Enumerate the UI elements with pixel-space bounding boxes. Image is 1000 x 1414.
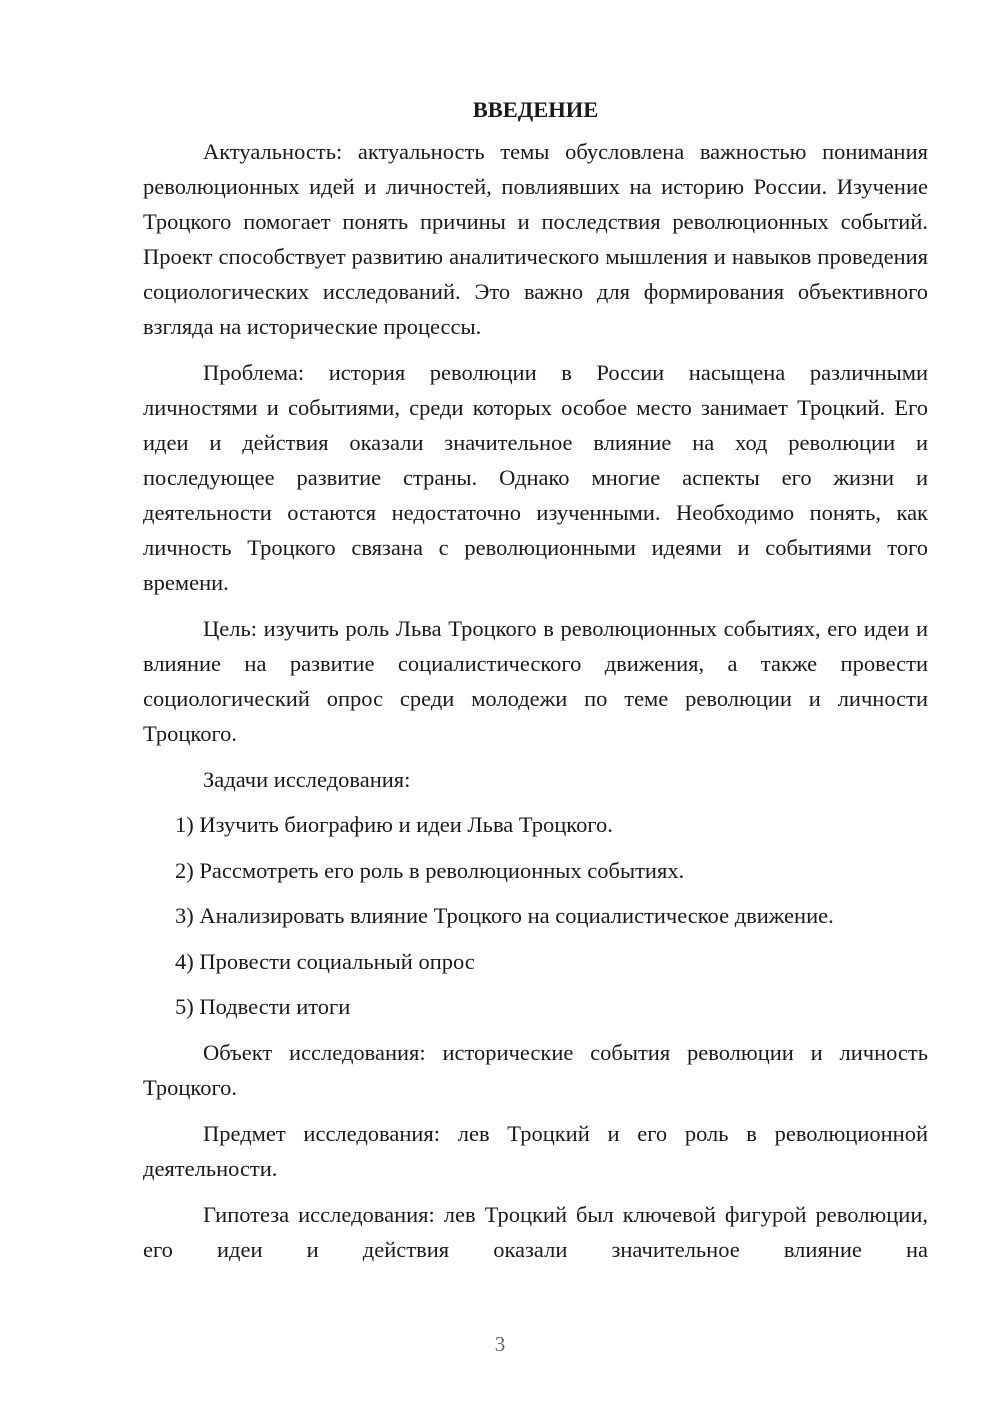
task-item-4: 4) Провести социальный опрос	[175, 948, 475, 974]
task-item-3: 3) Анализировать влияние Троцкого на социалистическое движение.	[175, 903, 834, 928]
tasks-list	[143, 807, 928, 1024]
paragraph-hypothesis: Гипотеза исследования: лев Троцкий был ключевой фигурой революции, его идеи и действия оказали значительное влияние на	[143, 1201, 928, 1262]
paragraph-goal: Цель: изучить роль Льва Троцкого в революционных событиях, его идеи и влияние на развитие социалистического движения, а также провести социологический опрос среди молодежи по теме революции и личности Троцкого.	[143, 616, 928, 746]
paragraph-relevance: Актуальность: актуальность темы обусловлена важностью понимания революционных идей и личностей, повлиявших на историю России. Изучение Троцкого помогает понять причины и последствия революционных событий. Проект способствует развитию аналитического мышления и навыков проведения социологических исследований. Это важно для формирования объективного взгляда на исторические процессы.	[143, 139, 928, 339]
paragraph-object: Объект исследования: исторические события революции и личность Троцкого.	[143, 1039, 928, 1100]
task-item-1: 1) Изучить биографию и идеи Льва Троцкого.	[175, 812, 613, 837]
page-number: 3	[494, 1332, 506, 1356]
task-item-2: 2) Рассмотреть его роль в революционных событиях.	[175, 857, 685, 883]
tasks-title: Задачи исследования:	[203, 767, 411, 792]
task-item-5: 5) Подвести итоги	[175, 994, 351, 1019]
section-heading: ВВЕДЕНИЕ	[472, 97, 599, 122]
paragraph-problem: Проблема: история революции в России насыщена различными личностями и событиями, среди которых особое место занимает Троцкий. Его идеи и действия оказали значительное влияние на ход революции и последующее развитие страны. Однако многие аспекты его жизни и деятельности остаются недостаточно изученными. Необходимо понять, как личность Троцкого связана с революционными идеями и событиями того времени.	[143, 360, 928, 595]
paragraph-subject: Предмет исследования: лев Троцкий и его роль в революционной деятельности.	[143, 1120, 928, 1181]
document-page	[143, 92, 928, 1278]
